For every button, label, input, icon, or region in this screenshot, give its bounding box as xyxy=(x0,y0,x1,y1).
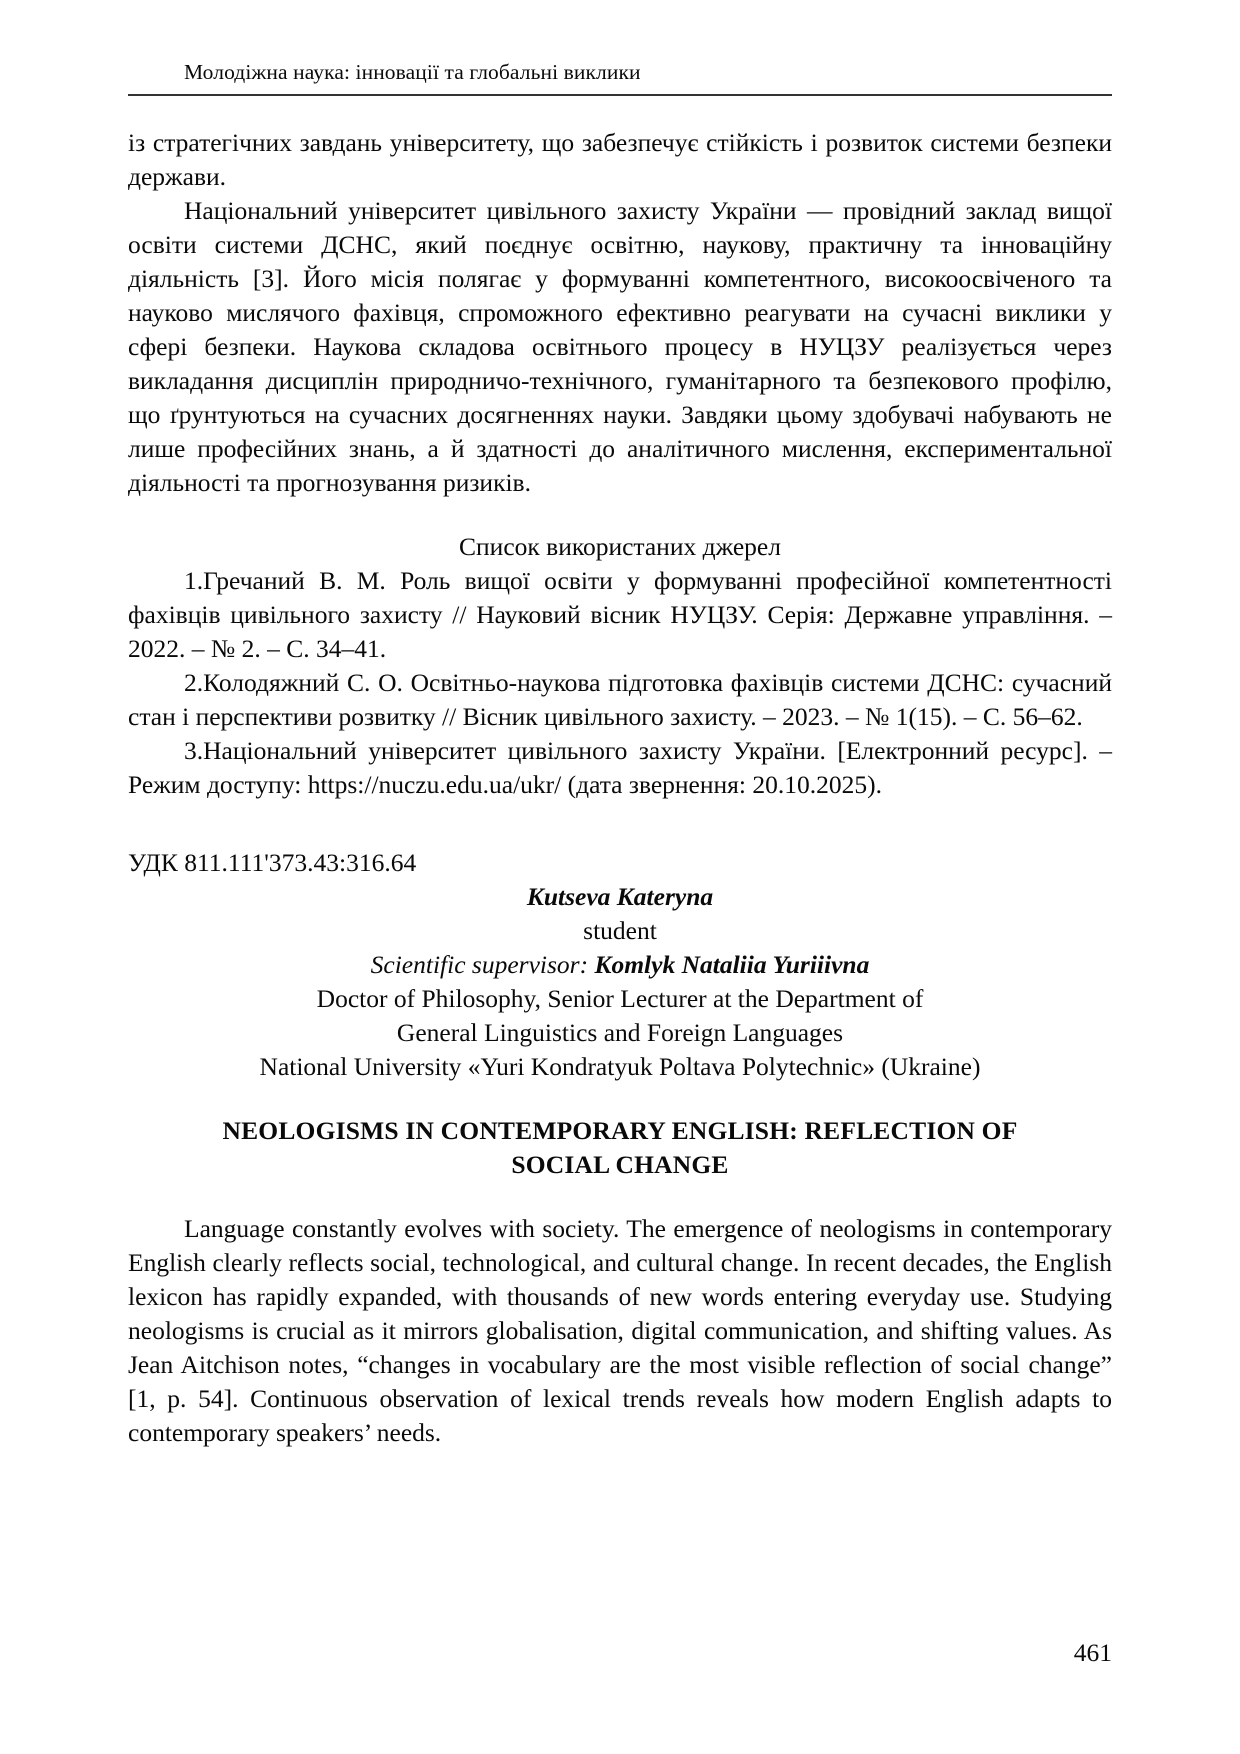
author-block xyxy=(128,880,1112,1083)
abstract-paragraph: Language constantly evolves with society. The emergence of neologisms in contemporary English clearly reflects social, technological, and cultural change. In recent decades, the English lexicon has rapidly expanded, with thousands of new words entering everyday use. Studying neologisms is crucial as it mirrors globalisation, digital communication, and shifting values. As Jean Aitchison notes, “changes in vocabulary are the most visible reflection of social change” [1, p. 54]. Continuous observation of lexical trends reveals how modern English adapts to contemporary speakers’ needs. xyxy=(128,1213,1112,1447)
supervisor-name: Komlyk Nataliia Yuriiivna xyxy=(594,950,870,980)
article-spacer xyxy=(128,802,1112,846)
references-heading: Список використаних джерел xyxy=(459,532,781,562)
supervisor-position-line-2: General Linguistics and Foreign Languages xyxy=(396,1018,844,1048)
section-spacer xyxy=(128,500,1112,530)
supervisor-position-line-1: Doctor of Philosophy, Senior Lecturer at the Department of xyxy=(316,984,924,1014)
page-number: 461 xyxy=(1073,1638,1112,1667)
article-title-line-1: NEOLOGISMS IN CONTEMPORARY ENGLISH: REFLECTION OF xyxy=(222,1115,1018,1145)
reference-item: 1.Гречаний В. М. Роль вищої освіти у формуванні професійної компетентності фахівців цивільного захисту // Науковий вісник НУЦЗУ. Серія: Державне управління. – 2022. – № 2. – С. 34–41. xyxy=(128,566,1112,664)
running-head: Молодіжна наука: інновації та глобальні виклики xyxy=(184,60,641,84)
author-name: Kutseva Kateryna xyxy=(526,882,714,912)
paragraph-two: Національний університет цивільного захисту України — провідний заклад вищої освіти системи ДСНС, який поєднує освітню, наукову, практичну та інноваційну діяльність [3]. Його місія полягає у формуванні компетентного, високоосвіченого та науково мислячого фахівця, спроможного ефективно реагувати на сучасні виклики у сфері безпеки. Наукова складова освітнього процесу в НУЦЗУ реалізується через викладання дисциплін природничо-технічного, гуманітарного та безпекового профілю, що ґрунтуються на сучасних досягненнях науки. Завдяки цьому здобувачі набувають не лише професійних знань, а й здатності до аналітичного мислення, експериментальної діяльності та прогнозування ризиків. xyxy=(128,195,1112,498)
udc-code: УДК 811.111'373.43:316.64 xyxy=(128,848,417,878)
supervisor-label: Scientific supervisor: xyxy=(370,950,595,980)
document-body xyxy=(128,126,1112,1450)
affiliation: National University «Yuri Kondratyuk Poltava Polytechnic» (Ukraine) xyxy=(259,1051,981,1081)
header-divider xyxy=(128,94,1112,96)
title-spacer xyxy=(128,1084,1112,1114)
reference-item: 3.Національний університет цивільного захисту України. [Електронний ресурс]. – Режим доступу: https://nuczu.edu.ua/ukr/ (дата звернення: 20.10.2025). xyxy=(128,736,1112,800)
article-title-line-2: SOCIAL CHANGE xyxy=(511,1149,729,1179)
abstract-spacer xyxy=(128,1182,1112,1212)
reference-item: 2.Колодяжний С. О. Освітньо-наукова підготовка фахівців системи ДСНС: сучасний стан і перспективи розвитку // Вісник цивільного захисту. – 2023. – № 1(15). – С. 56–62. xyxy=(128,668,1112,732)
author-role: student xyxy=(583,916,657,946)
paragraph-continued: із стратегічних завдань університету, що забезпечує стійкість і розвиток системи безпеки держави. xyxy=(128,127,1112,191)
supervisor-line xyxy=(128,948,1112,982)
